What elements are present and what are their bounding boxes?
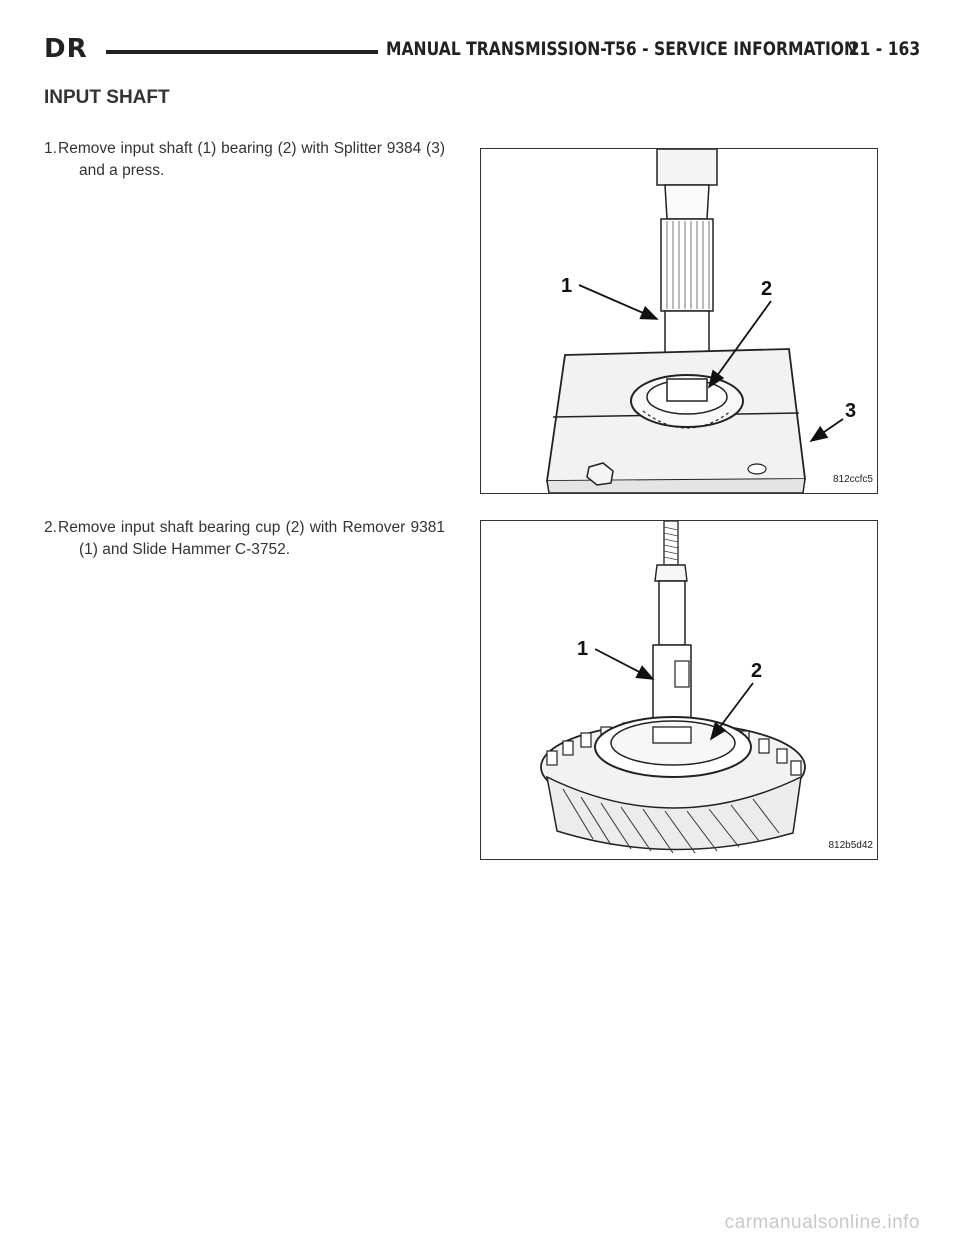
figure-id: 812ccfc5 [832, 474, 873, 485]
step-text: Remove input shaft bearing cup (2) with Remover 9381 (1) and Slide Hammer C-3752. [58, 519, 445, 558]
callout-2: 2 [751, 660, 763, 682]
figure-id: 812b5d42 [828, 840, 873, 851]
callout-1: 1 [561, 275, 573, 297]
bearing-cup-remover-illustration [481, 521, 877, 859]
figure-bearing-splitter [480, 148, 878, 494]
procedure-step-1 [44, 138, 445, 182]
header-rule [106, 50, 378, 54]
procedure-step-2 [44, 517, 445, 561]
watermark: carmanualsonline.info [724, 1212, 920, 1233]
callout-1: 1 [577, 638, 589, 660]
bearing-splitter-illustration [481, 149, 877, 493]
step-number: 2. [44, 519, 57, 536]
header-page-number: 21 - 163 [848, 38, 920, 60]
section-title: INPUT SHAFT [44, 87, 170, 108]
figure-bearing-cup-remover [480, 520, 878, 860]
callout-2: 2 [761, 278, 773, 300]
page-header [44, 34, 920, 70]
step-number: 1. [44, 140, 57, 157]
header-model-code: DR [44, 34, 88, 64]
callout-3: 3 [845, 400, 857, 422]
header-title: MANUAL TRANSMISSION-T56 - SERVICE INFORMATION [386, 38, 858, 60]
step-text: Remove input shaft (1) bearing (2) with Splitter 9384 (3) and a press. [58, 140, 445, 179]
